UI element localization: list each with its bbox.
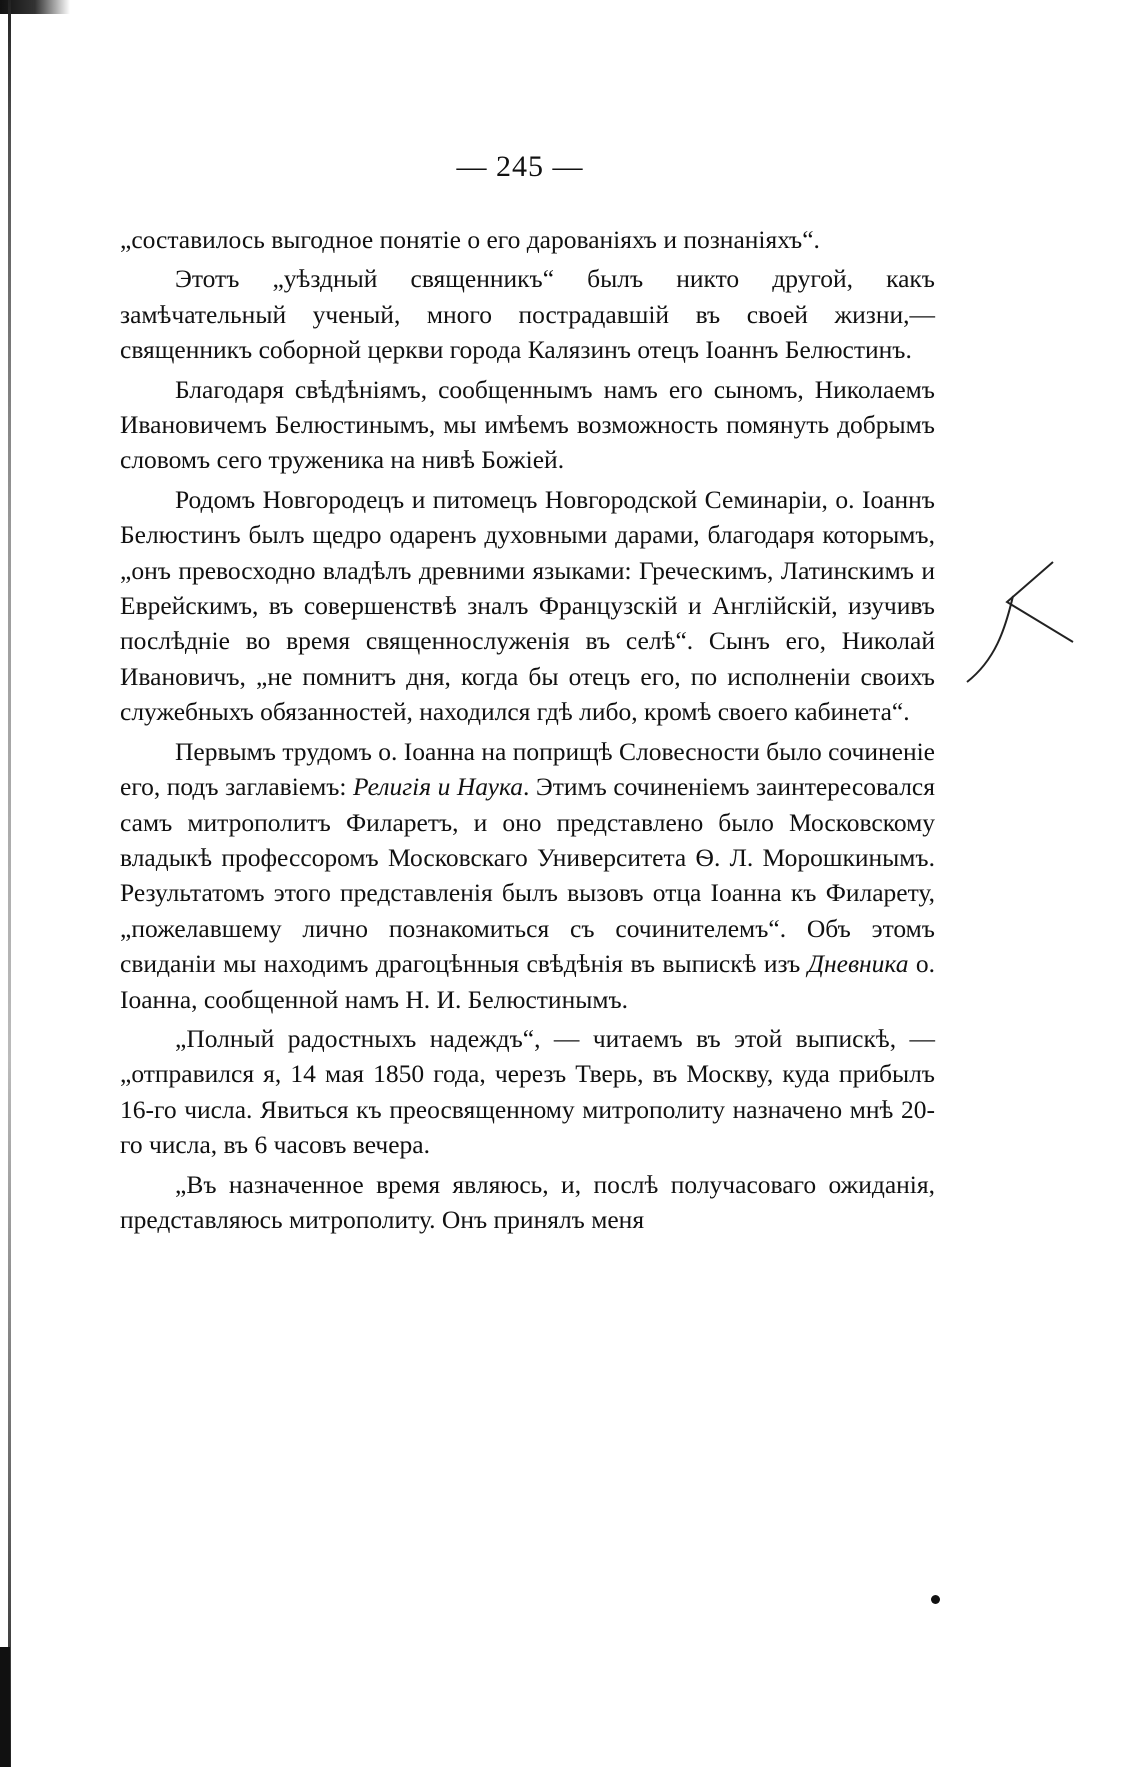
- ink-dot: [931, 1595, 940, 1604]
- paragraph-6: „Полный радостныхъ надеждъ“, — читаемъ въ этой выпискѣ, — „отправился я, 14 мая 1850 года, черезъ Тверь, въ Москву, куда прибылъ 16-го числа. Явиться къ преосвященному митрополиту назначено мнѣ 20-го числа, въ 6 часовъ вечера.: [120, 1023, 935, 1160]
- page-number: — 245 —: [456, 150, 584, 183]
- book-title-religion-and-science: Религія и Наука: [353, 772, 524, 802]
- page-body: [120, 222, 935, 1241]
- paragraph-3: Благодаря свѣдѣніямъ, сообщеннымъ намъ его сыномъ, Николаемъ Ивановичемъ Белюстинымъ, мы имѣемъ возможность помянуть добрымъ словомъ сего труженика на нивѣ Божіей.: [120, 374, 935, 475]
- scan-binding-shadow: [0, 1647, 10, 1767]
- paragraph-5-part-3: о. Іоанна, сообщенной намъ Н. И. Белюстинымъ.: [120, 949, 936, 1014]
- paragraph-5: [120, 734, 935, 1017]
- paragraph-1: „составилось выгодное понятіе о его дарованіяхъ и познаніяхъ“.: [120, 225, 820, 254]
- paragraph-7: „Въ назначенное время являюсь, и, послѣ получасоваго ожиданія, представляюсь митрополиту. Онъ принялъ меня: [120, 1169, 935, 1234]
- margin-pen-mark: [965, 560, 1075, 690]
- scan-edge-artifact: [8, 0, 11, 1767]
- paragraph-5-part-1: Первымъ трудомъ о. Іоанна на поприщѣ Словесности было сочиненіе его, подъ заглавіемъ:: [120, 736, 935, 802]
- book-title-diary: Дневника: [807, 949, 909, 979]
- paragraph-5-part-2: . Этимъ сочиненіемъ заинтересовался самъ митрополитъ Филаретъ, и оно представлено было Московскому владыкѣ профессоромъ Московскаго Университета Ѳ. Л. Морошкинымъ. Результатомъ этого представленія былъ вызовъ отца Іоанна къ Филарету, „пожелавшему лично познакомиться съ сочинителемъ“. Объ этомъ свиданіи мы находимъ драгоцѣнныя свѣдѣнія въ выпискѣ изъ: [120, 772, 935, 979]
- paragraph-4: Родомъ Новгородецъ и питомецъ Новгородской Семинаріи, о. Іоаннъ Белюстинъ былъ щедро одаренъ духовными дарами, благодаря которымъ, „онъ превосходно владѣлъ древними языками: Греческимъ, Латинскимъ и Еврейскимъ, въ совершенствѣ зналъ Французскій и Англійскій, изучивъ послѣдніе во время священнослуженія въ селѣ“. Сынъ его, Николай Ивановичъ, „не помнитъ дня, когда бы отецъ его, по исполненіи своихъ служебныхъ обязанностей, находился гдѣ либо, кромѣ своего кабинета“.: [120, 484, 935, 727]
- paragraph-2: Этотъ „уѣздный священникъ“ былъ никто другой, какъ замѣчательный ученый, много пострадавшій въ своей жизни,— священникъ соборной церкви города Калязинъ отецъ Іоаннъ Белюстинъ.: [120, 264, 935, 365]
